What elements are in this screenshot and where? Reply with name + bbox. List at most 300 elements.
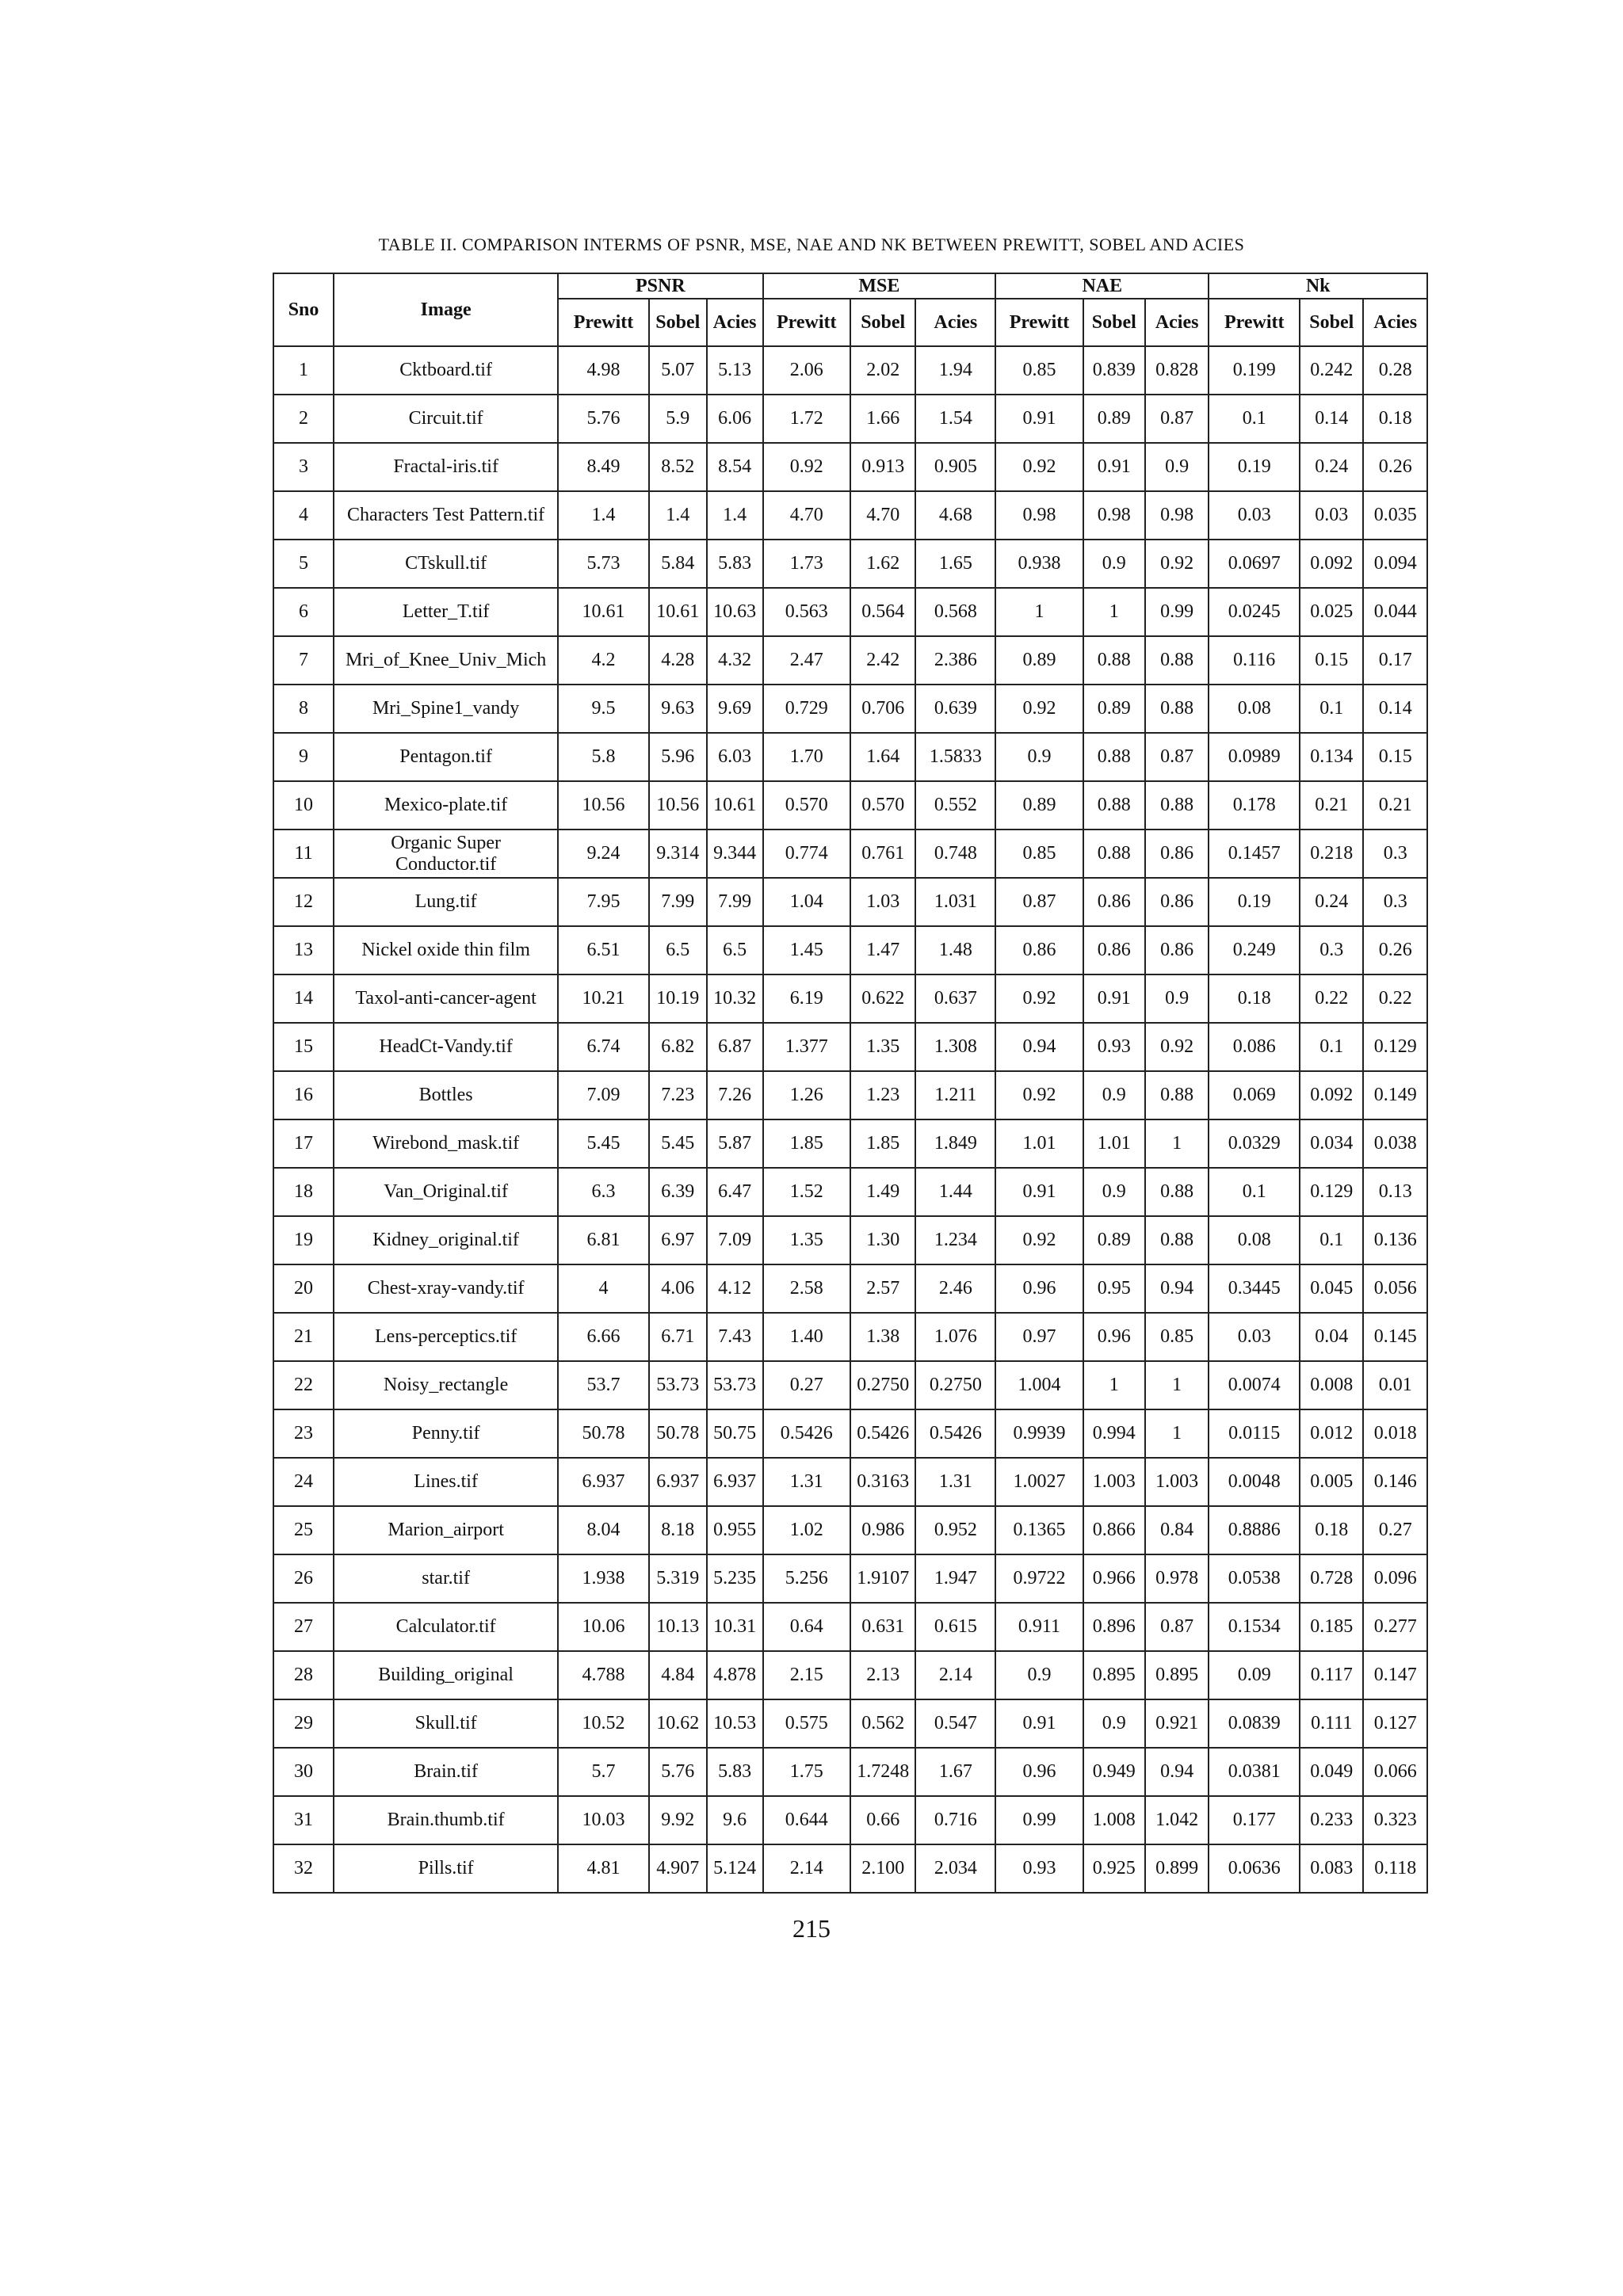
cell-mse-acies: 0.615 [915, 1603, 995, 1651]
cell-nk-prewitt: 0.08 [1209, 685, 1300, 733]
cell-nk-acies: 0.323 [1363, 1796, 1427, 1844]
cell-nae-acies: 0.86 [1145, 878, 1209, 926]
cell-psnr-prewitt: 6.66 [558, 1313, 649, 1361]
cell-mse-sobel: 1.62 [850, 540, 916, 588]
cell-sno: 20 [273, 1264, 334, 1313]
cell-nae-acies: 0.87 [1145, 733, 1209, 781]
cell-sno: 10 [273, 781, 334, 830]
cell-nk-acies: 0.149 [1363, 1071, 1427, 1119]
cell-psnr-acies: 7.09 [707, 1216, 763, 1264]
cell-mse-prewitt: 0.5426 [763, 1409, 850, 1458]
cell-nae-acies: 1 [1145, 1119, 1209, 1168]
cell-mse-acies: 0.952 [915, 1506, 995, 1554]
table-row [273, 1216, 1427, 1264]
cell-image-name: Characters Test Pattern.tif [334, 491, 558, 540]
cell-nae-prewitt: 0.89 [995, 636, 1083, 685]
cell-nae-acies: 0.92 [1145, 1023, 1209, 1071]
table-row [273, 685, 1427, 733]
cell-nk-acies: 0.26 [1363, 926, 1427, 974]
cell-mse-sobel: 0.2750 [850, 1361, 916, 1409]
cell-nae-sobel: 1.01 [1083, 1119, 1145, 1168]
cell-image-name: Mri_of_Knee_Univ_Mich [334, 636, 558, 685]
cell-nk-sobel: 0.049 [1300, 1748, 1363, 1796]
cell-sno: 12 [273, 878, 334, 926]
cell-mse-sobel: 2.02 [850, 346, 916, 395]
cell-psnr-prewitt: 1.938 [558, 1554, 649, 1603]
cell-psnr-prewitt: 4.81 [558, 1844, 649, 1893]
cell-mse-sobel: 0.622 [850, 974, 916, 1023]
cell-nae-sobel: 0.89 [1083, 685, 1145, 733]
cell-sno: 8 [273, 685, 334, 733]
cell-image-name: Cktboard.tif [334, 346, 558, 395]
cell-sno: 2 [273, 395, 334, 443]
cell-nae-prewitt: 0.92 [995, 974, 1083, 1023]
cell-psnr-prewitt: 6.3 [558, 1168, 649, 1216]
cell-mse-sobel: 0.570 [850, 781, 916, 830]
cell-nae-acies: 0.899 [1145, 1844, 1209, 1893]
cell-nae-sobel: 0.949 [1083, 1748, 1145, 1796]
cell-mse-prewitt: 2.58 [763, 1264, 850, 1313]
cell-nae-sobel: 0.896 [1083, 1603, 1145, 1651]
cell-nae-acies: 1.042 [1145, 1796, 1209, 1844]
cell-psnr-acies: 10.31 [707, 1603, 763, 1651]
cell-mse-prewitt: 1.377 [763, 1023, 850, 1071]
cell-nk-sobel: 0.185 [1300, 1603, 1363, 1651]
cell-mse-acies: 1.308 [915, 1023, 995, 1071]
cell-nae-prewitt: 0.92 [995, 1071, 1083, 1119]
cell-sno: 6 [273, 588, 334, 636]
cell-mse-sobel: 2.13 [850, 1651, 916, 1699]
table-row [273, 395, 1427, 443]
table-row [273, 1506, 1427, 1554]
cell-nk-prewitt: 0.18 [1209, 974, 1300, 1023]
cell-nae-sobel: 0.91 [1083, 443, 1145, 491]
cell-psnr-sobel: 7.23 [649, 1071, 707, 1119]
table-row [273, 1844, 1427, 1893]
cell-image-name: Mri_Spine1_vandy [334, 685, 558, 733]
cell-psnr-sobel: 9.92 [649, 1796, 707, 1844]
cell-nk-prewitt: 0.03 [1209, 491, 1300, 540]
cell-nk-prewitt: 0.03 [1209, 1313, 1300, 1361]
cell-mse-sobel: 2.57 [850, 1264, 916, 1313]
cell-nae-acies: 1.003 [1145, 1458, 1209, 1506]
cell-nae-prewitt: 0.938 [995, 540, 1083, 588]
cell-nae-prewitt: 0.91 [995, 1168, 1083, 1216]
cell-psnr-sobel: 4.06 [649, 1264, 707, 1313]
cell-sno: 21 [273, 1313, 334, 1361]
cell-mse-acies: 1.211 [915, 1071, 995, 1119]
cell-mse-prewitt: 1.45 [763, 926, 850, 974]
table-header [273, 273, 1427, 346]
cell-psnr-sobel: 10.56 [649, 781, 707, 830]
cell-mse-acies: 1.65 [915, 540, 995, 588]
cell-nk-acies: 0.056 [1363, 1264, 1427, 1313]
cell-sno: 7 [273, 636, 334, 685]
cell-nk-acies: 0.18 [1363, 395, 1427, 443]
cell-mse-acies: 2.034 [915, 1844, 995, 1893]
cell-image-name: Pentagon.tif [334, 733, 558, 781]
cell-nk-sobel: 0.22 [1300, 974, 1363, 1023]
cell-sno: 4 [273, 491, 334, 540]
cell-sno: 3 [273, 443, 334, 491]
cell-nk-acies: 0.15 [1363, 733, 1427, 781]
table-row [273, 1168, 1427, 1216]
cell-nk-sobel: 0.04 [1300, 1313, 1363, 1361]
cell-nae-prewitt: 0.96 [995, 1748, 1083, 1796]
cell-nk-prewitt: 0.1 [1209, 1168, 1300, 1216]
cell-psnr-sobel: 6.82 [649, 1023, 707, 1071]
cell-mse-prewitt: 1.72 [763, 395, 850, 443]
cell-psnr-sobel: 53.73 [649, 1361, 707, 1409]
cell-nk-acies: 0.13 [1363, 1168, 1427, 1216]
cell-image-name: Mexico-plate.tif [334, 781, 558, 830]
header-group-mse: MSE [763, 273, 996, 299]
cell-mse-sobel: 0.564 [850, 588, 916, 636]
table-row [273, 1409, 1427, 1458]
cell-psnr-acies: 5.83 [707, 540, 763, 588]
cell-psnr-acies: 10.53 [707, 1699, 763, 1748]
cell-psnr-prewitt: 10.56 [558, 781, 649, 830]
cell-psnr-acies: 1.4 [707, 491, 763, 540]
cell-nk-sobel: 0.045 [1300, 1264, 1363, 1313]
cell-nae-prewitt: 0.92 [995, 685, 1083, 733]
cell-mse-acies: 1.234 [915, 1216, 995, 1264]
cell-mse-acies: 1.94 [915, 346, 995, 395]
cell-nk-prewitt: 0.199 [1209, 346, 1300, 395]
cell-nae-acies: 0.921 [1145, 1699, 1209, 1748]
cell-image-name: Calculator.tif [334, 1603, 558, 1651]
cell-mse-sobel: 1.7248 [850, 1748, 916, 1796]
cell-nk-prewitt: 0.249 [1209, 926, 1300, 974]
cell-mse-prewitt: 0.92 [763, 443, 850, 491]
cell-nk-prewitt: 0.1534 [1209, 1603, 1300, 1651]
cell-nae-acies: 0.86 [1145, 926, 1209, 974]
cell-psnr-acies: 6.87 [707, 1023, 763, 1071]
cell-nae-sobel: 0.86 [1083, 926, 1145, 974]
header-mse-acies: Acies [915, 299, 995, 346]
cell-nk-acies: 0.118 [1363, 1844, 1427, 1893]
cell-mse-acies: 1.31 [915, 1458, 995, 1506]
cell-nae-acies: 1 [1145, 1361, 1209, 1409]
cell-mse-acies: 2.14 [915, 1651, 995, 1699]
cell-psnr-acies: 6.47 [707, 1168, 763, 1216]
cell-mse-sobel: 1.66 [850, 395, 916, 443]
cell-mse-sobel: 1.64 [850, 733, 916, 781]
cell-nk-sobel: 0.111 [1300, 1699, 1363, 1748]
cell-image-name: Letter_T.tif [334, 588, 558, 636]
cell-psnr-acies: 10.61 [707, 781, 763, 830]
cell-nk-acies: 0.147 [1363, 1651, 1427, 1699]
cell-mse-acies: 0.716 [915, 1796, 995, 1844]
cell-sno: 25 [273, 1506, 334, 1554]
cell-nk-prewitt: 0.0381 [1209, 1748, 1300, 1796]
cell-sno: 19 [273, 1216, 334, 1264]
cell-nk-sobel: 0.092 [1300, 540, 1363, 588]
cell-psnr-acies: 7.99 [707, 878, 763, 926]
cell-psnr-sobel: 6.97 [649, 1216, 707, 1264]
cell-mse-acies: 1.5833 [915, 733, 995, 781]
cell-nk-sobel: 0.728 [1300, 1554, 1363, 1603]
cell-mse-prewitt: 1.26 [763, 1071, 850, 1119]
cell-nae-acies: 1 [1145, 1409, 1209, 1458]
cell-mse-sobel: 2.42 [850, 636, 916, 685]
cell-nae-acies: 0.895 [1145, 1651, 1209, 1699]
cell-mse-sobel: 0.986 [850, 1506, 916, 1554]
cell-mse-acies: 0.748 [915, 830, 995, 878]
cell-mse-prewitt: 1.70 [763, 733, 850, 781]
cell-nk-acies: 0.21 [1363, 781, 1427, 830]
cell-mse-sobel: 0.3163 [850, 1458, 916, 1506]
cell-nk-acies: 0.094 [1363, 540, 1427, 588]
cell-psnr-prewitt: 9.24 [558, 830, 649, 878]
cell-nk-prewitt: 0.178 [1209, 781, 1300, 830]
cell-nae-sobel: 0.98 [1083, 491, 1145, 540]
cell-nk-acies: 0.277 [1363, 1603, 1427, 1651]
table-row [273, 1603, 1427, 1651]
cell-sno: 27 [273, 1603, 334, 1651]
cell-nae-sobel: 0.9 [1083, 1699, 1145, 1748]
cell-nae-acies: 0.86 [1145, 830, 1209, 878]
cell-nae-acies: 0.84 [1145, 1506, 1209, 1554]
cell-psnr-prewitt: 4.2 [558, 636, 649, 685]
cell-nk-sobel: 0.15 [1300, 636, 1363, 685]
cell-nae-sobel: 0.95 [1083, 1264, 1145, 1313]
cell-nk-sobel: 0.14 [1300, 395, 1363, 443]
cell-nae-acies: 0.9 [1145, 974, 1209, 1023]
cell-nae-acies: 0.88 [1145, 781, 1209, 830]
cell-nae-prewitt: 1.01 [995, 1119, 1083, 1168]
cell-nae-sobel: 0.89 [1083, 395, 1145, 443]
cell-nae-prewitt: 0.85 [995, 346, 1083, 395]
cell-nae-sobel: 1 [1083, 588, 1145, 636]
cell-nk-sobel: 0.1 [1300, 1216, 1363, 1264]
cell-mse-acies: 0.568 [915, 588, 995, 636]
header-nk-prewitt: Prewitt [1209, 299, 1300, 346]
cell-nk-acies: 0.146 [1363, 1458, 1427, 1506]
cell-nk-prewitt: 0.0697 [1209, 540, 1300, 588]
cell-psnr-sobel: 10.19 [649, 974, 707, 1023]
cell-psnr-prewitt: 10.06 [558, 1603, 649, 1651]
cell-nk-prewitt: 0.086 [1209, 1023, 1300, 1071]
cell-psnr-sobel: 6.71 [649, 1313, 707, 1361]
cell-nae-acies: 0.94 [1145, 1264, 1209, 1313]
cell-nae-sobel: 0.925 [1083, 1844, 1145, 1893]
cell-image-name: Lens-perceptics.tif [334, 1313, 558, 1361]
cell-nk-prewitt: 0.08 [1209, 1216, 1300, 1264]
cell-nk-sobel: 0.117 [1300, 1651, 1363, 1699]
cell-psnr-prewitt: 6.51 [558, 926, 649, 974]
cell-sno: 15 [273, 1023, 334, 1071]
cell-nae-acies: 0.99 [1145, 588, 1209, 636]
cell-nk-prewitt: 0.19 [1209, 878, 1300, 926]
cell-nk-sobel: 0.092 [1300, 1071, 1363, 1119]
cell-mse-acies: 1.54 [915, 395, 995, 443]
table-row [273, 1023, 1427, 1071]
cell-mse-acies: 0.547 [915, 1699, 995, 1748]
cell-psnr-sobel: 6.39 [649, 1168, 707, 1216]
cell-nk-acies: 0.044 [1363, 588, 1427, 636]
cell-image-name: Bottles [334, 1071, 558, 1119]
cell-psnr-acies: 10.32 [707, 974, 763, 1023]
table-row [273, 733, 1427, 781]
cell-psnr-prewitt: 6.81 [558, 1216, 649, 1264]
cell-sno: 32 [273, 1844, 334, 1893]
cell-nae-sobel: 0.895 [1083, 1651, 1145, 1699]
cell-nk-sobel: 0.083 [1300, 1844, 1363, 1893]
cell-nae-sobel: 0.89 [1083, 1216, 1145, 1264]
cell-psnr-sobel: 50.78 [649, 1409, 707, 1458]
cell-nae-prewitt: 0.94 [995, 1023, 1083, 1071]
cell-mse-sobel: 1.03 [850, 878, 916, 926]
table-row [273, 1119, 1427, 1168]
cell-nae-prewitt: 0.97 [995, 1313, 1083, 1361]
cell-nae-acies: 0.85 [1145, 1313, 1209, 1361]
cell-nae-prewitt: 0.92 [995, 443, 1083, 491]
cell-image-name: Lung.tif [334, 878, 558, 926]
cell-psnr-sobel: 4.28 [649, 636, 707, 685]
cell-mse-prewitt: 2.15 [763, 1651, 850, 1699]
table-row [273, 1361, 1427, 1409]
cell-nae-acies: 0.88 [1145, 636, 1209, 685]
cell-psnr-sobel: 5.84 [649, 540, 707, 588]
cell-mse-prewitt: 1.75 [763, 1748, 850, 1796]
cell-mse-acies: 2.386 [915, 636, 995, 685]
table-row [273, 1264, 1427, 1313]
cell-image-name: Skull.tif [334, 1699, 558, 1748]
cell-nae-prewitt: 0.99 [995, 1796, 1083, 1844]
cell-mse-prewitt: 6.19 [763, 974, 850, 1023]
header-mse-prewitt: Prewitt [763, 299, 850, 346]
cell-mse-prewitt: 1.85 [763, 1119, 850, 1168]
cell-nae-prewitt: 0.86 [995, 926, 1083, 974]
cell-sno: 28 [273, 1651, 334, 1699]
cell-nk-acies: 0.066 [1363, 1748, 1427, 1796]
cell-psnr-sobel: 4.907 [649, 1844, 707, 1893]
cell-psnr-acies: 7.26 [707, 1071, 763, 1119]
cell-mse-acies: 1.076 [915, 1313, 995, 1361]
cell-image-name: Fractal-iris.tif [334, 443, 558, 491]
cell-nae-prewitt: 0.92 [995, 1216, 1083, 1264]
cell-psnr-prewitt: 53.7 [558, 1361, 649, 1409]
cell-psnr-acies: 5.13 [707, 346, 763, 395]
cell-nk-sobel: 0.008 [1300, 1361, 1363, 1409]
cell-nk-prewitt: 0.0989 [1209, 733, 1300, 781]
cell-nk-acies: 0.038 [1363, 1119, 1427, 1168]
cell-nk-acies: 0.127 [1363, 1699, 1427, 1748]
cell-mse-acies: 1.48 [915, 926, 995, 974]
cell-nk-acies: 0.3 [1363, 830, 1427, 878]
cell-nae-sobel: 0.994 [1083, 1409, 1145, 1458]
cell-nk-acies: 0.145 [1363, 1313, 1427, 1361]
cell-image-name: Lines.tif [334, 1458, 558, 1506]
page-number: 215 [792, 1914, 831, 1943]
cell-nae-prewitt: 0.93 [995, 1844, 1083, 1893]
cell-psnr-sobel: 5.9 [649, 395, 707, 443]
cell-psnr-sobel: 7.99 [649, 878, 707, 926]
cell-mse-sobel: 0.706 [850, 685, 916, 733]
header-nae-sobel: Sobel [1083, 299, 1145, 346]
cell-mse-acies: 0.552 [915, 781, 995, 830]
cell-nae-acies: 0.94 [1145, 1748, 1209, 1796]
cell-mse-prewitt: 0.563 [763, 588, 850, 636]
cell-mse-sobel: 1.30 [850, 1216, 916, 1264]
cell-nk-prewitt: 0.0636 [1209, 1844, 1300, 1893]
table-row [273, 830, 1427, 878]
table-row [273, 540, 1427, 588]
cell-image-name: Brain.thumb.tif [334, 1796, 558, 1844]
table-row [273, 974, 1427, 1023]
cell-nae-acies: 0.88 [1145, 1168, 1209, 1216]
cell-nk-prewitt: 0.0839 [1209, 1699, 1300, 1748]
cell-nk-sobel: 0.134 [1300, 733, 1363, 781]
table-row [273, 491, 1427, 540]
cell-nae-prewitt: 0.96 [995, 1264, 1083, 1313]
cell-nae-prewitt: 1.0027 [995, 1458, 1083, 1506]
cell-psnr-sobel: 5.76 [649, 1748, 707, 1796]
cell-nk-prewitt: 0.1457 [1209, 830, 1300, 878]
cell-nk-acies: 0.17 [1363, 636, 1427, 685]
cell-mse-sobel: 0.66 [850, 1796, 916, 1844]
cell-nae-sobel: 0.93 [1083, 1023, 1145, 1071]
cell-psnr-sobel: 9.63 [649, 685, 707, 733]
header-nae-acies: Acies [1145, 299, 1209, 346]
table-row [273, 878, 1427, 926]
cell-mse-sobel: 1.85 [850, 1119, 916, 1168]
cell-psnr-prewitt: 50.78 [558, 1409, 649, 1458]
cell-nk-acies: 0.26 [1363, 443, 1427, 491]
cell-mse-acies: 1.67 [915, 1748, 995, 1796]
cell-psnr-acies: 6.03 [707, 733, 763, 781]
cell-nae-sobel: 0.91 [1083, 974, 1145, 1023]
cell-psnr-sobel: 6.5 [649, 926, 707, 974]
cell-mse-sobel: 1.38 [850, 1313, 916, 1361]
cell-nk-acies: 0.129 [1363, 1023, 1427, 1071]
cell-mse-prewitt: 1.04 [763, 878, 850, 926]
cell-mse-sobel: 0.5426 [850, 1409, 916, 1458]
cell-mse-acies: 1.849 [915, 1119, 995, 1168]
cell-image-name: Nickel oxide thin film [334, 926, 558, 974]
cell-nae-acies: 0.88 [1145, 1216, 1209, 1264]
header-psnr-sobel: Sobel [649, 299, 707, 346]
cell-nk-acies: 0.096 [1363, 1554, 1427, 1603]
cell-psnr-prewitt: 6.937 [558, 1458, 649, 1506]
cell-psnr-acies: 53.73 [707, 1361, 763, 1409]
cell-mse-prewitt: 1.02 [763, 1506, 850, 1554]
cell-nk-sobel: 0.025 [1300, 588, 1363, 636]
cell-psnr-acies: 5.235 [707, 1554, 763, 1603]
cell-psnr-sobel: 8.18 [649, 1506, 707, 1554]
cell-nae-acies: 0.978 [1145, 1554, 1209, 1603]
cell-nk-sobel: 0.3 [1300, 926, 1363, 974]
cell-nae-sobel: 0.88 [1083, 733, 1145, 781]
cell-image-name: HeadCt-Vandy.tif [334, 1023, 558, 1071]
cell-mse-prewitt: 1.52 [763, 1168, 850, 1216]
cell-psnr-acies: 0.955 [707, 1506, 763, 1554]
cell-sno: 16 [273, 1071, 334, 1119]
cell-image-name: Circuit.tif [334, 395, 558, 443]
cell-nk-prewitt: 0.0048 [1209, 1458, 1300, 1506]
cell-psnr-prewitt: 6.74 [558, 1023, 649, 1071]
cell-mse-acies: 1.947 [915, 1554, 995, 1603]
cell-nk-acies: 0.14 [1363, 685, 1427, 733]
cell-nae-sobel: 0.839 [1083, 346, 1145, 395]
cell-sno: 11 [273, 830, 334, 878]
header-group-nk: Nk [1209, 273, 1427, 299]
cell-nae-prewitt: 0.89 [995, 781, 1083, 830]
cell-mse-acies: 0.639 [915, 685, 995, 733]
cell-mse-prewitt: 0.774 [763, 830, 850, 878]
cell-mse-acies: 0.637 [915, 974, 995, 1023]
